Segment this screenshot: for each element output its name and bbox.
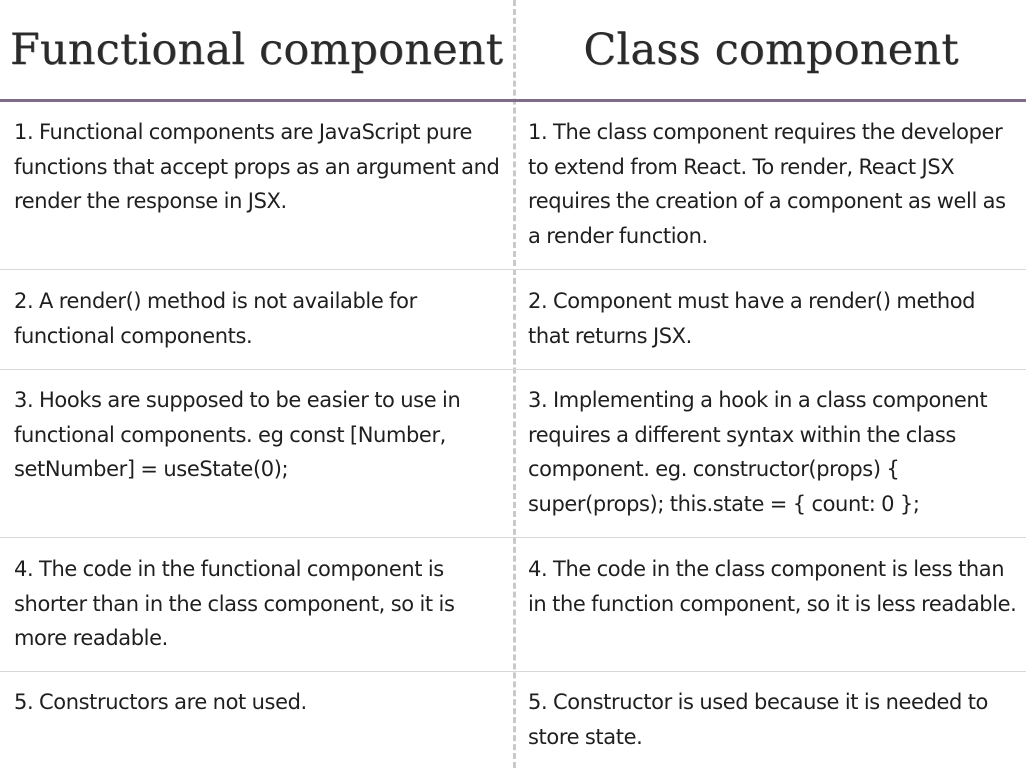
row-divider xyxy=(0,537,1026,538)
row-divider xyxy=(0,369,1026,370)
class-component-heading: Class component xyxy=(583,25,959,75)
table-header xyxy=(0,0,1026,100)
row-divider xyxy=(0,671,1026,672)
functional-cell-3: 3. Hooks are supposed to be easier to use in functional components. eg const [Number, setNumber] = useState(0); xyxy=(14,388,461,481)
functional-component-heading: Functional component xyxy=(9,25,504,75)
header-divider xyxy=(0,99,1026,102)
class-cell-5: 5. Constructor is used because it is needed to store state. xyxy=(528,690,989,749)
functional-cell-4: 4. The code in the functional component is shorter than in the class component, so it is more readable. xyxy=(14,557,455,650)
functional-cell-1: 1. Functional components are JavaScript pure functions that accept props as an argument and render the response in JSX. xyxy=(14,120,500,213)
class-cell-1: 1. The class component requires the developer to extend from React. To render, React JSX requires the creation of a component as well as a render function. xyxy=(528,120,1006,248)
functional-cell-5: 5. Constructors are not used. xyxy=(14,690,307,714)
functional-cell-2: 2. A render() method is not available for functional components. xyxy=(14,289,417,348)
row-divider xyxy=(0,269,1026,270)
column-divider xyxy=(513,0,516,768)
class-cell-3: 3. Implementing a hook in a class component requires a different syntax within the class component. eg. constructor(props) { super(props); this.state = { count: 0 }; xyxy=(528,388,988,516)
class-cell-2: 2. Component must have a render() method that returns JSX. xyxy=(528,289,976,348)
class-cell-4: 4. The code in the class component is less than in the function component, so it is less readable. xyxy=(528,557,1017,616)
